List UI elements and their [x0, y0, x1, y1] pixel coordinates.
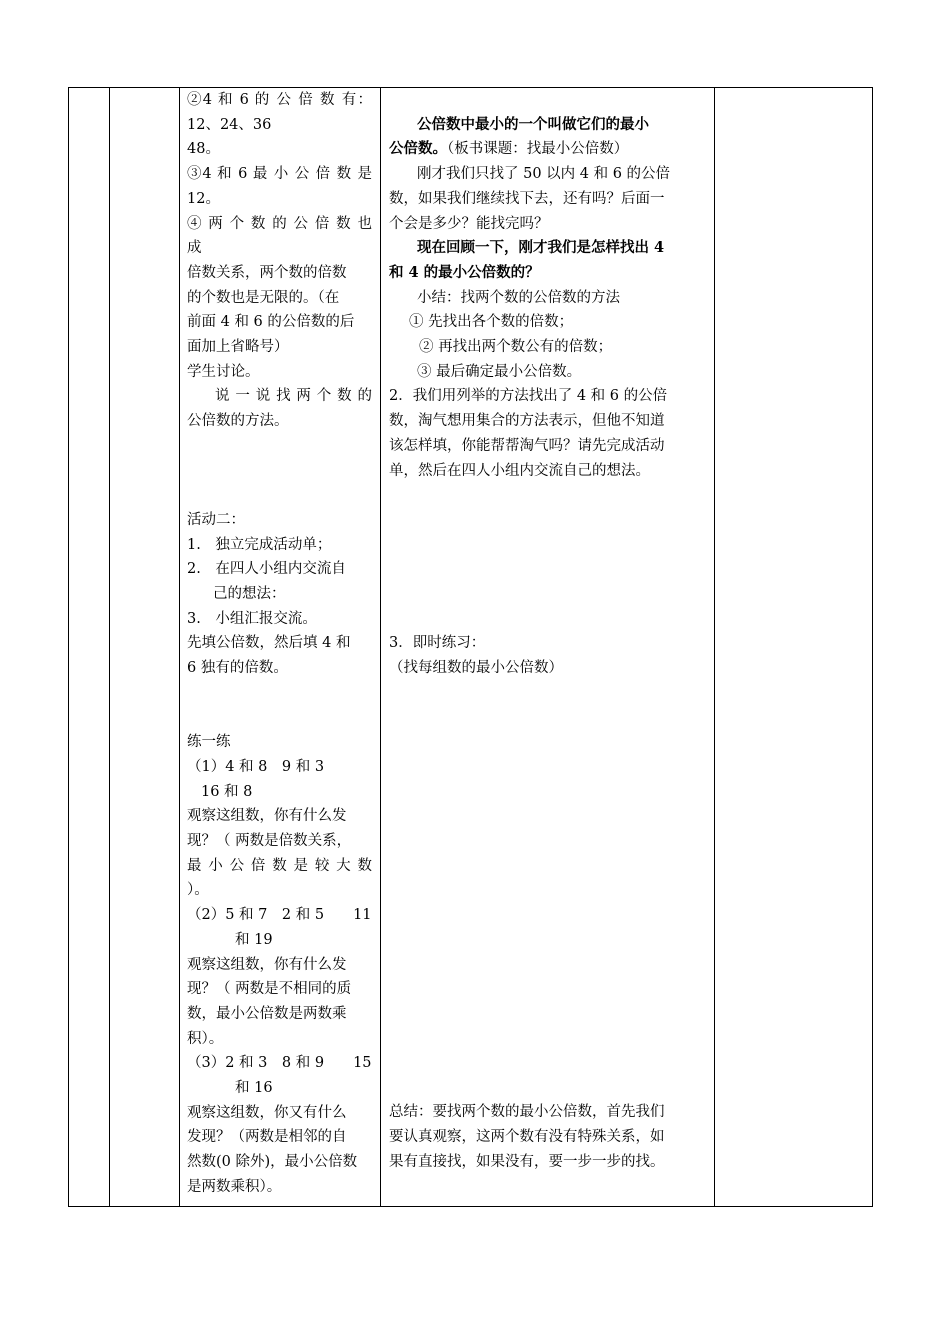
text-line: 单，然后在四人小组内交流自己的想法。: [389, 462, 650, 479]
text-line: 2．我们用列举的方法找出了 4 和 6 的公倍: [389, 388, 668, 405]
text-line: 公倍数的方法。: [187, 413, 289, 430]
text-line: 和 16: [235, 1080, 273, 1097]
text-line: 3. 小组汇报交流。: [187, 610, 317, 627]
text-line: 练一练: [187, 734, 231, 751]
text-line: （3）2 和 3 8 和 9 15: [187, 1055, 372, 1072]
text-line: 的个数也是无限的。（在: [187, 289, 340, 306]
text-line: ② 再找出两个数公有的倍数；: [419, 339, 613, 356]
text-line: 12。: [187, 190, 220, 207]
text-line: 小结：找两个数的公倍数的方法: [417, 289, 620, 306]
text-line: ③4 和 6 最 小 公 倍 数 是: [187, 166, 372, 183]
student-activity-column: [187, 88, 372, 1200]
text-line: 倍数关系，两个数的倍数: [187, 264, 347, 281]
text-line: 1. 独立完成活动单；: [187, 536, 332, 553]
text-line: ③ 最后确定最小公倍数。: [417, 363, 582, 380]
text-line: 个会是多少？能找完吗？: [389, 215, 549, 232]
text-line: 16 和 8: [201, 783, 253, 800]
text-line: 刚才我们只找了 50 以内 4 和 6 的公倍: [417, 166, 671, 183]
text-line: 该怎样填，你能帮帮淘气吗？请先完成活动: [389, 437, 665, 454]
text-line: 观察这组数，你有什么发: [187, 808, 347, 825]
text-line: 己的想法：: [213, 586, 286, 603]
text-line: 学生讨论。: [187, 363, 260, 380]
text-line: 前面 4 和 6 的公倍数的后: [187, 314, 355, 331]
text-line: 观察这组数，你又有什么: [187, 1104, 347, 1121]
text-line: 现？（ 两数是不相同的质: [187, 981, 352, 998]
text-line: ④ 两 个 数 的 公 倍 数 也 成: [187, 215, 372, 257]
text-line: 和 19: [235, 931, 273, 948]
text-line: ① 先找出各个数的倍数；: [409, 314, 574, 331]
text-line: 活动二：: [187, 511, 245, 528]
text-line: 3．即时练习：: [389, 635, 486, 652]
text-line: 最 小 公 倍 数 是 较 大 数: [187, 857, 372, 874]
teacher-activity-column: [389, 88, 707, 1175]
column-divider: [179, 88, 180, 1206]
text-line: 是两数乘积）。: [187, 1178, 282, 1195]
text-line: 数，淘气想用集合的方法表示，但他不知道: [389, 413, 665, 430]
text-line: 要认真观察，这两个数有没有特殊关系，如: [389, 1129, 665, 1146]
text-line: （板书课题：找最小公倍数）: [447, 141, 629, 158]
text-line: 面加上省略号）: [187, 339, 289, 356]
text-line: ）。: [187, 882, 209, 899]
text-line: （1）4 和 8 9 和 3: [187, 758, 325, 775]
column-divider: [714, 88, 715, 1206]
text-line: 发现？（两数是相邻的自: [187, 1129, 347, 1146]
text-line: （2）5 和 7 2 和 5 11: [187, 907, 372, 924]
text-line: 积）。: [187, 1030, 224, 1047]
text-line: 现？（ 两数是倍数关系，: [187, 833, 352, 850]
text-line: 公倍数。: [389, 140, 447, 158]
text-line: 观察这组数，你有什么发: [187, 956, 347, 973]
column-divider: [380, 88, 381, 1206]
text-line: 数，如果我们继续找下去，还有吗？后面一: [389, 190, 665, 207]
text-line: （找每组数的最小公倍数）: [389, 660, 563, 677]
text-line: 数，最小公倍数是两数乘: [187, 1005, 347, 1022]
text-line: 说 一 说 找 两 个 数 的: [215, 388, 372, 405]
text-line: 和 4 的最小公倍数的？: [389, 263, 540, 281]
text-line: 现在回顾一下，刚才我们是怎样找出 4: [417, 239, 665, 257]
text-line: 总结：要找两个数的最小公倍数，首先我们: [389, 1104, 665, 1121]
text-line: 48。: [187, 141, 220, 158]
text-line: 先填公倍数，然后填 4 和: [187, 635, 351, 652]
text-line: ②4 和 6 的 公 倍 数 有：: [187, 92, 372, 108]
text-line: 果有直接找，如果没有，要一步一步的找。: [389, 1153, 665, 1170]
text-line: 公倍数中最小的一个叫做它们的最小: [417, 115, 649, 133]
text-line: 6 独有的倍数。: [187, 660, 288, 677]
text-line: 2. 在四人小组内交流自: [187, 561, 346, 578]
lesson-plan-table: [68, 87, 873, 1207]
text-line: 12、24、36: [187, 116, 272, 133]
text-line: 然数(0 除外)，最小公倍数: [187, 1154, 358, 1171]
column-divider: [109, 88, 110, 1206]
